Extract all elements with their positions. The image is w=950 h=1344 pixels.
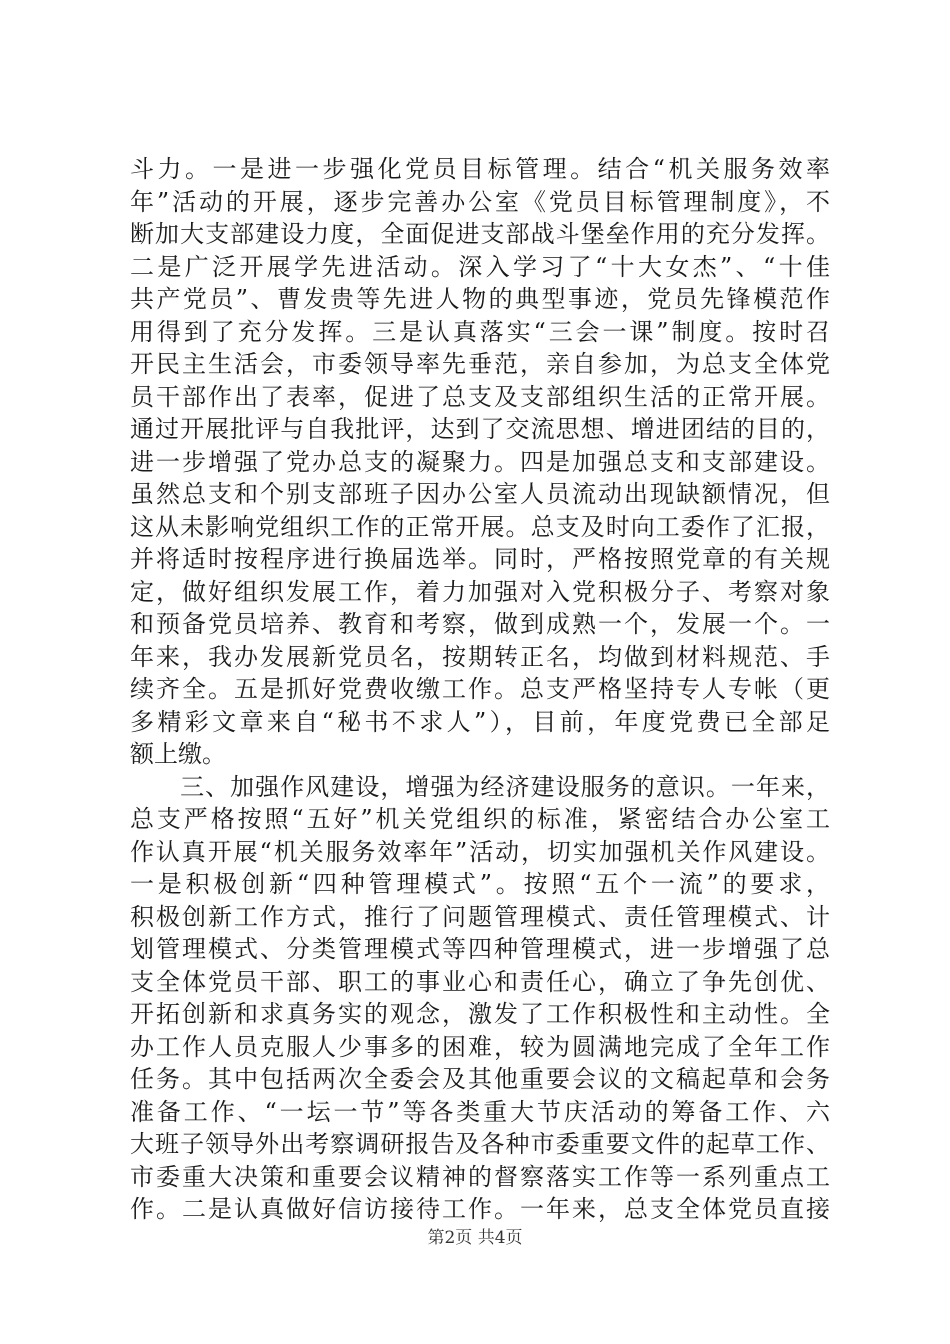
text-line: 员干部作出了表率，促进了总支及支部组织生活的正常开展。 [130, 382, 830, 411]
text-line: 通过开展批评与自我批评，达到了交流思想、增进团结的目的， [130, 415, 830, 443]
text-line: 额上缴。 [130, 740, 226, 768]
page-footer: 第2页 共4页 [427, 1228, 523, 1248]
text-line: 年”活动的开展，逐步完善办公室《党员目标管理制度》，不 [130, 187, 830, 216]
text-line: 二是广泛开展学先进活动。深入学习了“十大女杰”、“十佳 [130, 252, 830, 281]
document-body [130, 153, 830, 1226]
text-line: 支全体党员干部、职工的事业心和责任心，确立了争先创优、 [130, 967, 830, 996]
text-line: 开民主生活会，市委领导率先垂范，亲自参加，为总支全体党 [130, 350, 830, 378]
text-line: 三、加强作风建设，增强为经济建设服务的意识。一年来， [130, 772, 830, 801]
text-line: 多精彩文章来自“秘书不求人”），目前，年度党费已全部足 [130, 707, 830, 736]
text-line: 任务。其中包括两次全委会及其他重要会议的文稿起草和会务 [130, 1065, 830, 1093]
text-line: 续齐全。五是抓好党费收缴工作。总支严格坚持专人专帐（更 [130, 675, 830, 703]
text-line: 积极创新工作方式，推行了问题管理模式、责任管理模式、计 [130, 902, 830, 931]
text-line: 一是积极创新“四种管理模式”。按照“五个一流”的要求， [130, 870, 830, 898]
text-line: 作认真开展“机关服务效率年”活动，切实加强机关作风建设。 [130, 837, 830, 866]
text-line: 虽然总支和个别支部班子因办公室人员流动出现缺额情况，但 [130, 480, 830, 508]
text-line: 这从未影响党组织工作的正常开展。总支及时向工委作了汇报， [130, 512, 830, 541]
text-line: 市委重大决策和重要会议精神的督察落实工作等一系列重点工 [130, 1162, 830, 1191]
text-line: 办工作人员克服人少事多的困难，较为圆满地完成了全年工作 [130, 1032, 830, 1061]
text-line: 并将适时按程序进行换届选举。同时，严格按照党章的有关规 [130, 545, 830, 573]
text-line: 总支严格按照“五好”机关党组织的标准，紧密结合办公室工 [130, 805, 830, 833]
text-line: 年来，我办发展新党员名，按期转正名，均做到材料规范、手 [130, 642, 830, 671]
text-line: 准备工作、“一坛一节”等各类重大节庆活动的筹备工作、六 [130, 1097, 830, 1126]
text-line: 和预备党员培养、教育和考察，做到成熟一个，发展一个。一 [130, 610, 830, 638]
text-line: 大班子领导外出考察调研报告及各种市委重要文件的起草工作、 [130, 1130, 830, 1158]
text-line: 用得到了充分发挥。三是认真落实“三会一课”制度。按时召 [130, 317, 830, 346]
text-line: 定，做好组织发展工作，着力加强对入党积极分子、考察对象 [130, 577, 830, 606]
text-line: 作。二是认真做好信访接待工作。一年来，总支全体党员直接 [130, 1195, 830, 1223]
text-line: 划管理模式、分类管理模式等四种管理模式，进一步增强了总 [130, 935, 830, 963]
text-line: 斗力。一是进一步强化党员目标管理。结合“机关服务效率 [130, 155, 830, 183]
text-line: 断加大支部建设力度，全面促进支部战斗堡垒作用的充分发挥。 [130, 220, 830, 248]
text-line: 进一步增强了党办总支的凝聚力。四是加强总支和支部建设。 [130, 447, 830, 476]
text-line: 开拓创新和求真务实的观念，激发了工作积极性和主动性。全 [130, 1000, 830, 1028]
text-line: 共产党员”、曹发贵等先进人物的典型事迹，党员先锋模范作 [130, 285, 830, 313]
